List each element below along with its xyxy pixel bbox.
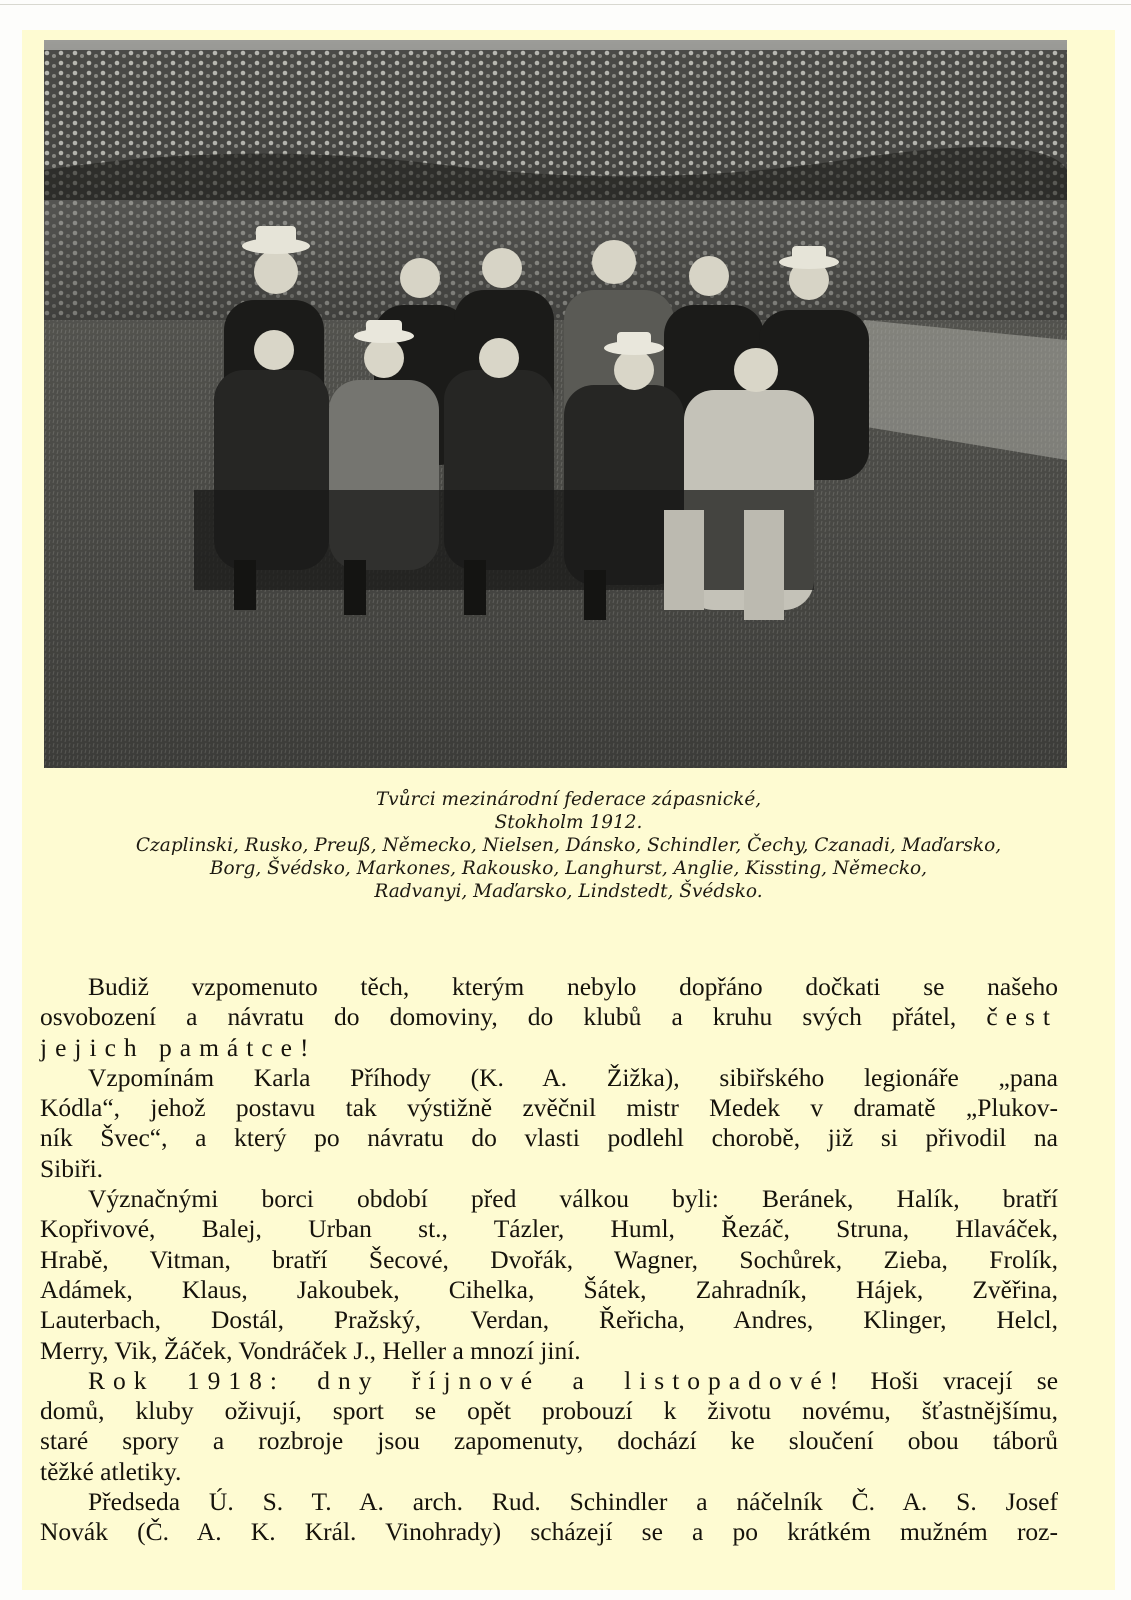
text-line: Novák (Č. A. K. Král. Vinohrady) scházejí se a po krátkém mužném roz- bbox=[40, 1517, 1058, 1547]
text-line: Lauterbach, Dostál, Pražský, Verdan, Řeřicha, Andres, Klinger, Helcl, bbox=[40, 1305, 1058, 1335]
caption-names-line: Czaplinski, Rusko, Preuß, Německo, Nielsen, Dánsko, Schindler, Čechy, Czanadi, Maďarsko, bbox=[135, 835, 1002, 856]
text-line: Hrabě, Vitman, bratří Šecové, Dvořák, Wagner, Sochůrek, Zieba, Frolík, bbox=[40, 1244, 1058, 1274]
caption-names-line: Radvanyi, Maďarsko, Lindstedt, Švédsko. bbox=[374, 881, 763, 902]
group-photograph bbox=[44, 40, 1067, 768]
text-line: ník Švec“, a který po návratu do vlasti podlehl chorobě, již si přivodil na bbox=[40, 1123, 1058, 1153]
text-line bbox=[40, 1002, 1058, 1032]
text-line: Sibiři. bbox=[40, 1153, 104, 1183]
text-line: jejich památce! bbox=[40, 1032, 317, 1062]
text-fragment: Hoši vracejí se bbox=[870, 1365, 1059, 1395]
text-line: Význačnými borci období před válkou byli: Beránek, Halík, bratří bbox=[88, 1184, 1058, 1214]
text-fragment: osvobození a návratu do domoviny, do klubů a kruhu svých přátel, bbox=[40, 1002, 957, 1032]
text-line: staré spory a rozbroje jsou zapomenuty, dochází ke sloučení obou táborů bbox=[40, 1426, 1058, 1456]
photo-illustration bbox=[44, 40, 1067, 768]
caption-place: Stokholm 1912. bbox=[494, 812, 643, 833]
text-line: Předseda Ú. S. T. A. arch. Rud. Schindler a náčelník Č. A. S. Josef bbox=[88, 1487, 1058, 1517]
text-line: Budiž vzpomenuto těch, kterým nebylo dopřáno dočkati se našeho bbox=[88, 972, 1058, 1001]
caption-title: Tvůrci mezinárodní federace zápasnické, bbox=[375, 789, 762, 810]
text-line: Merry, Vik, Žáček, Vondráček J., Heller a mnozí jiní. bbox=[40, 1335, 581, 1365]
spaced-text: Rok 1918: dny říjnové a listopadové! bbox=[88, 1365, 847, 1395]
text-line: Kódla“, jehož postavu tak výstižně zvěčnil mistr Medek v dramatě „Plukov- bbox=[40, 1093, 1058, 1123]
photo-caption bbox=[22, 788, 1115, 903]
caption-names-line: Borg, Švédsko, Markones, Rakousko, Langhurst, Anglie, Kissting, Německo, bbox=[209, 858, 928, 879]
text-line: Adámek, Klaus, Jakoubek, Cihelka, Šátek, Zahradník, Hájek, Zvěřina, bbox=[40, 1274, 1058, 1304]
body-text bbox=[40, 972, 1058, 1548]
text-line: Kopřivové, Balej, Urban st., Tázler, Huml, Řezáč, Struna, Hlaváček, bbox=[40, 1214, 1058, 1244]
text-line: domů, kluby oživují, sport se opět probouzí k životu novému, šťastnějšímu, bbox=[40, 1396, 1058, 1426]
text-line: těžké atletiky. bbox=[40, 1456, 182, 1486]
text-line bbox=[40, 1366, 1058, 1396]
book-page bbox=[22, 30, 1115, 1590]
spaced-text: čest bbox=[986, 1002, 1059, 1032]
scan-top-edge bbox=[0, 4, 1131, 5]
text-line: Vzpomínám Karla Příhody (K. A. Žižka), sibiřského legionáře „pana bbox=[88, 1062, 1058, 1092]
